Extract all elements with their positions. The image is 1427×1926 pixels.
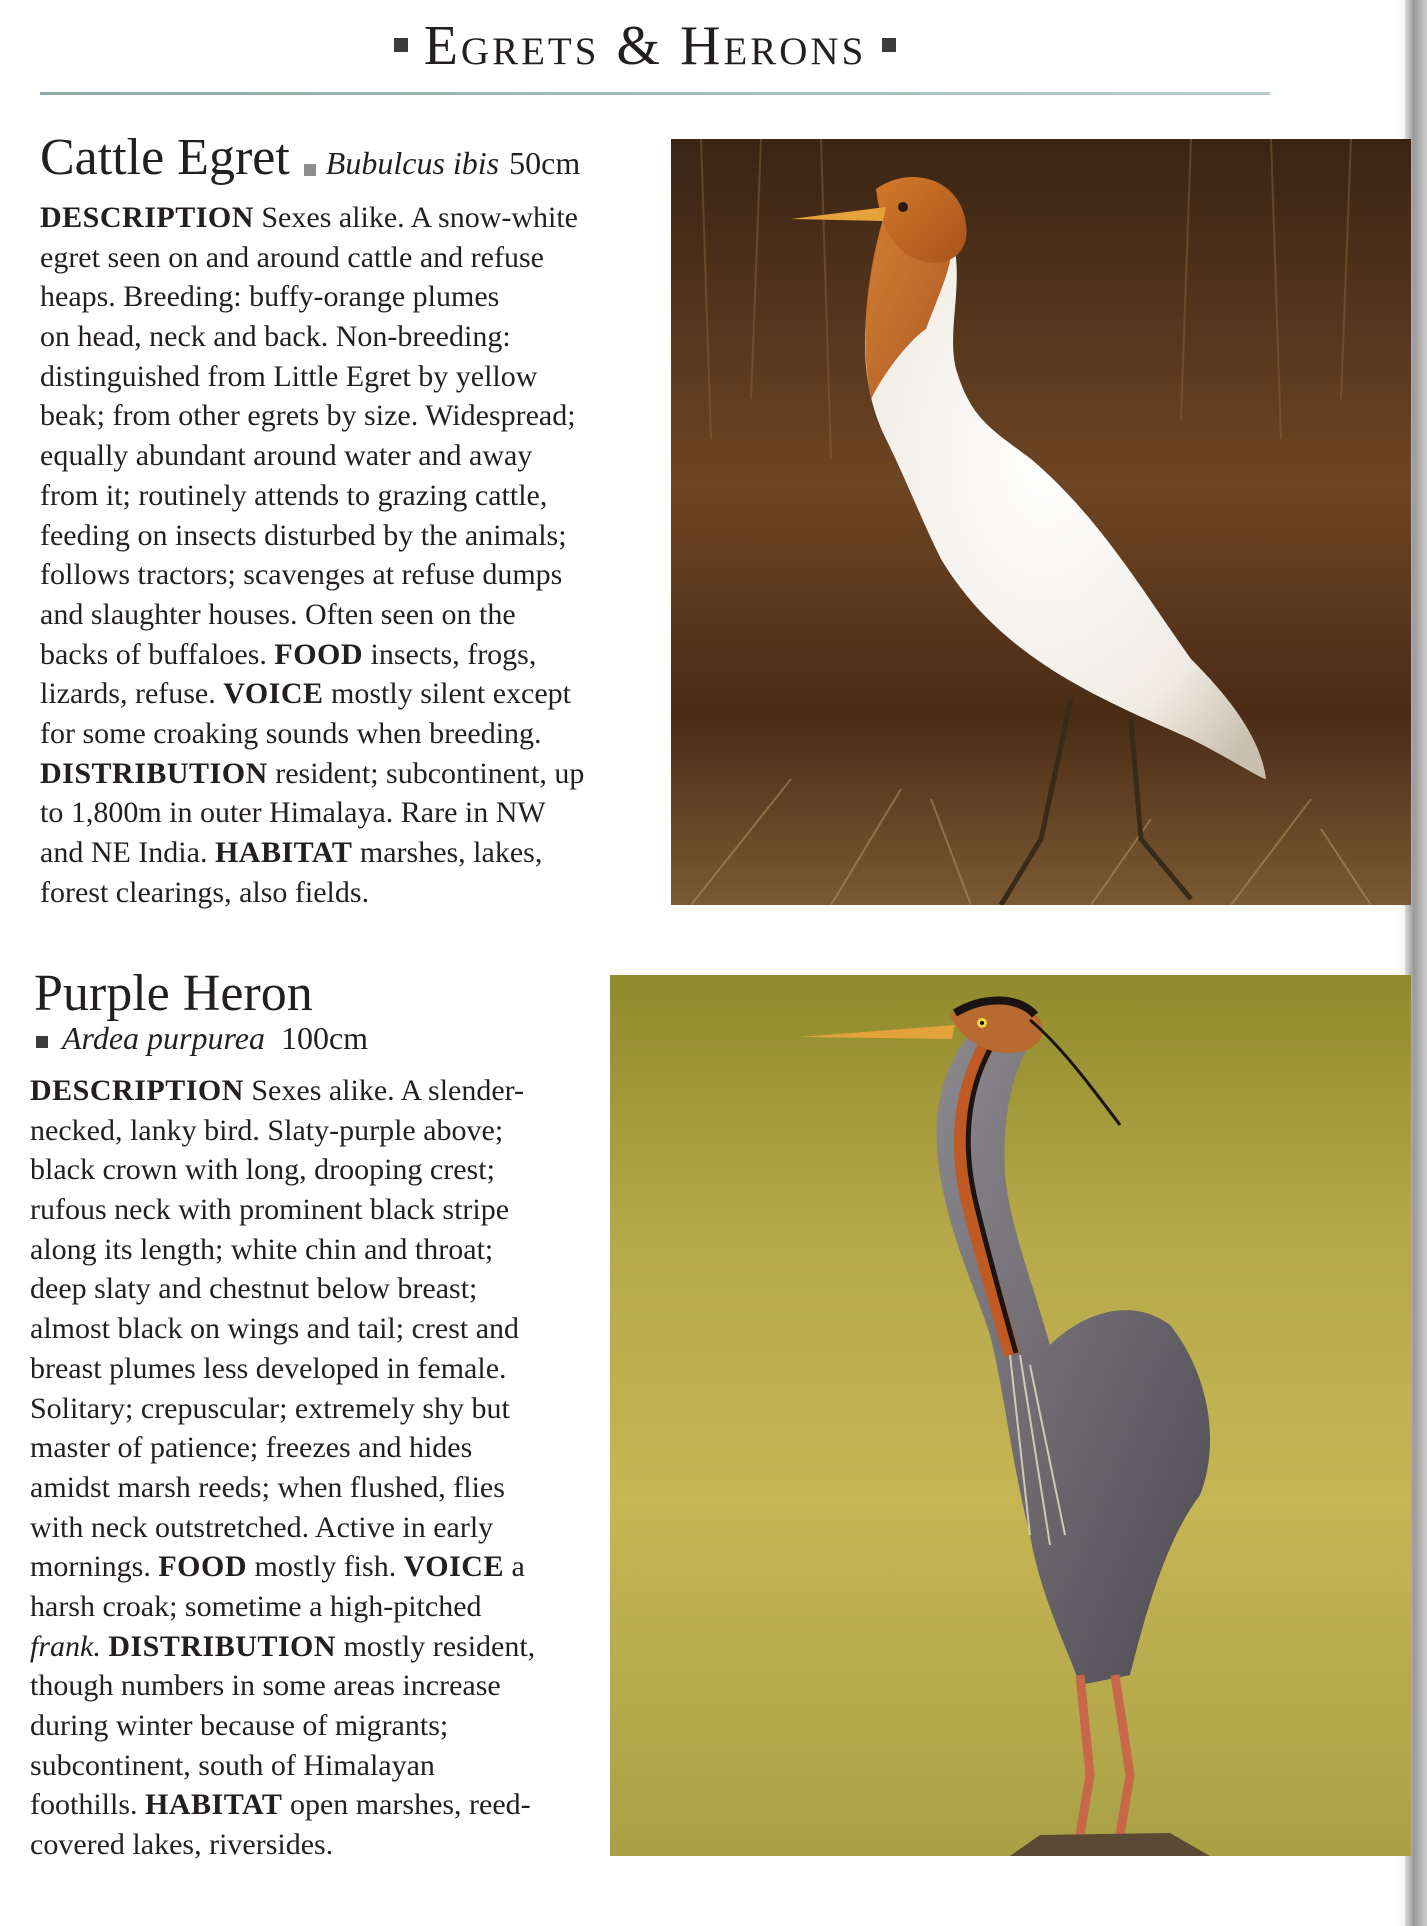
section-heading: HABITAT: [145, 1788, 283, 1822]
cattle-egret-photo: [671, 139, 1411, 905]
italic-text: frank.: [30, 1629, 101, 1663]
text-line: [30, 1111, 535, 1151]
text-line: [40, 317, 584, 357]
species-length: 100cm: [280, 1020, 369, 1056]
text-line: [40, 476, 584, 516]
body-text: equally abundant around water and away: [40, 439, 533, 473]
body-text: backs of buffaloes.: [40, 637, 275, 671]
title-bullet: [36, 1036, 48, 1048]
text-line: [40, 277, 584, 317]
body-text: mostly fish.: [247, 1550, 404, 1584]
body-text: deep slaty and chestnut below breast;: [30, 1272, 478, 1306]
text-line: [30, 1190, 535, 1230]
body-text: though numbers in some areas increase: [30, 1669, 501, 1703]
header-title: Egrets & Herons: [423, 15, 867, 77]
text-line: [30, 1389, 535, 1429]
body-text: breast plumes less developed in female.: [30, 1351, 507, 1385]
section-heading: FOOD: [158, 1550, 248, 1584]
text-line: [40, 873, 584, 913]
body-text: covered lakes, riversides.: [30, 1828, 334, 1862]
body-text: Solitary; crepuscular; extremely shy but: [30, 1391, 510, 1425]
body-text: marshes, lakes,: [352, 836, 543, 869]
body-text: and slaughter houses. Often seen on the: [40, 597, 516, 631]
body-text: from it; routinely attends to grazing cattle,: [40, 478, 548, 512]
text-line: [40, 754, 584, 794]
text-line: [30, 1746, 535, 1786]
text-line: [40, 833, 584, 873]
body-text: insects, frogs,: [363, 637, 537, 671]
text-line: [30, 1825, 535, 1865]
body-text: egret seen on and around cattle and refuse: [40, 240, 544, 274]
text-line: [40, 516, 584, 556]
text-line: [30, 1349, 535, 1389]
body-text: along its length; white chin and throat;: [30, 1232, 494, 1266]
text-line: [30, 1309, 535, 1349]
text-line: [30, 1150, 535, 1190]
body-text: amidst marsh reeds; when flushed, flies: [30, 1470, 505, 1504]
body-text: foothills.: [30, 1788, 146, 1822]
text-line: [40, 238, 584, 278]
body-text: follows tractors; scavenges at refuse dumps: [40, 558, 563, 592]
body-text: Sexes alike. A slender-: [243, 1074, 525, 1107]
body-text: subcontinent, south of Himalayan: [30, 1748, 435, 1782]
text-line: [30, 1666, 535, 1706]
header-rule: [40, 92, 1270, 95]
body-text: Sexes alike. A snow-white: [253, 201, 579, 234]
species-title-purple-heron: [34, 964, 313, 1023]
body-text: harsh croak; sometime a high-pitched: [30, 1589, 482, 1623]
species-description-cattle-egret: [40, 198, 584, 912]
body-text: for some croaking sounds when breeding.: [40, 716, 542, 750]
text-line: [30, 1785, 535, 1825]
species-name: Purple Heron: [34, 965, 313, 1022]
body-text: rufous neck with prominent black stripe: [30, 1193, 510, 1227]
body-text: and NE India.: [40, 836, 215, 869]
header-bullet-right: [882, 38, 896, 52]
title-bullet: [304, 164, 316, 176]
section-heading: DESCRIPTION: [40, 201, 254, 234]
text-line: [30, 1706, 535, 1746]
text-line: [30, 1230, 535, 1270]
running-header: [0, 14, 1290, 78]
section-heading: DISTRIBUTION: [40, 756, 268, 790]
text-line: [40, 714, 584, 754]
section-heading: FOOD: [274, 637, 364, 671]
text-line: [40, 793, 584, 833]
body-text: to 1,800m in outer Himalaya. Rare in NW: [40, 796, 546, 830]
body-text: feeding on insects disturbed by the animals;: [40, 518, 567, 552]
body-text: black crown with long, drooping crest;: [30, 1153, 495, 1187]
body-text: a: [503, 1550, 525, 1584]
text-line: [30, 1269, 535, 1309]
section-heading: VOICE: [223, 677, 324, 711]
species-description-purple-heron: [30, 1071, 535, 1865]
body-text: resident; subcontinent, up: [267, 756, 585, 790]
body-text: heaps. Breeding: buffy-orange plumes: [40, 280, 500, 314]
text-line: [30, 1468, 535, 1508]
text-line: [40, 198, 584, 238]
body-text: on head, neck and back. Non-breeding:: [40, 320, 511, 354]
text-line: [40, 396, 584, 436]
text-line: [30, 1587, 535, 1627]
text-line: [30, 1508, 535, 1548]
body-text: lizards, refuse.: [40, 677, 224, 711]
section-heading: DESCRIPTION: [30, 1074, 244, 1107]
body-text: during winter because of migrants;: [30, 1709, 449, 1742]
body-text: distinguished from Little Egret by yellow: [40, 359, 538, 393]
text-line: [30, 1627, 535, 1667]
text-line: [40, 436, 584, 476]
scientific-name: Ardea purpurea: [62, 1020, 265, 1056]
body-text: mostly resident,: [336, 1629, 536, 1663]
body-text: open marshes, reed-: [282, 1788, 531, 1822]
text-line: [30, 1428, 535, 1468]
text-line: [30, 1071, 535, 1111]
text-line: [40, 357, 584, 397]
text-line: [40, 555, 584, 595]
text-line: [40, 595, 584, 635]
text-line: [40, 674, 584, 714]
body-text: almost black on wings and tail; crest and: [30, 1312, 520, 1346]
body-text: master of patience; freezes and hides: [30, 1431, 473, 1465]
body-text: beak; from other egrets by size. Widespread;: [40, 399, 576, 433]
species-title-cattle-egret: [40, 128, 580, 187]
body-text: with neck outstretched. Active in early: [30, 1510, 494, 1544]
species-subline-purple-heron: [36, 1020, 368, 1057]
purple-heron-photo: [610, 975, 1411, 1856]
section-heading: HABITAT: [214, 836, 353, 869]
header-bullet-left: [394, 38, 408, 52]
text-line: [30, 1547, 535, 1587]
scientific-name: Bubulcus ibis: [325, 145, 500, 181]
text-line: [40, 635, 584, 675]
body-text: mornings.: [30, 1550, 159, 1584]
species-name: Cattle Egret: [40, 129, 290, 186]
body-text: forest clearings, also fields.: [40, 875, 370, 909]
section-heading: DISTRIBUTION: [108, 1629, 337, 1663]
species-length: 50cm: [509, 145, 581, 181]
section-heading: VOICE: [403, 1550, 504, 1584]
body-text: necked, lanky bird. Slaty-purple above;: [30, 1113, 504, 1147]
body-text: mostly silent except: [323, 677, 571, 711]
